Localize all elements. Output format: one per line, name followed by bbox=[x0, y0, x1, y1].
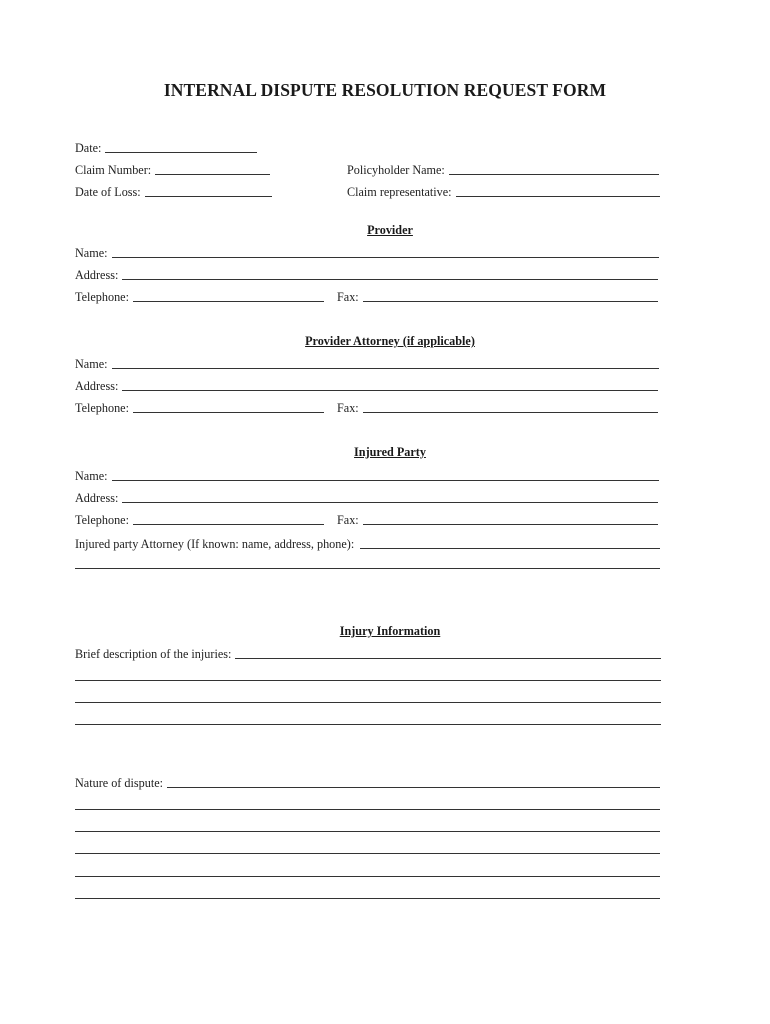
provider-attorney-name-field[interactable] bbox=[112, 368, 660, 369]
provider-fax-row bbox=[337, 288, 658, 304]
provider-attorney-heading: Provider Attorney (if applicable) bbox=[305, 334, 475, 348]
claim-representative-label: Claim representative: bbox=[347, 185, 452, 199]
nature-of-dispute-label: Nature of dispute: bbox=[75, 776, 163, 790]
claim-representative-row bbox=[347, 183, 660, 199]
injured-party-name-label: Name: bbox=[75, 469, 108, 483]
date-label: Date: bbox=[75, 141, 102, 155]
provider-attorney-address-field[interactable] bbox=[122, 390, 658, 391]
provider-attorney-name-row bbox=[75, 355, 659, 371]
provider-fax-label: Fax: bbox=[337, 290, 359, 304]
claim-representative-field[interactable] bbox=[456, 196, 660, 197]
injury-information-heading: Injury Information bbox=[339, 624, 441, 638]
nature-of-dispute-line-3[interactable] bbox=[75, 831, 660, 832]
injury-description-line-3[interactable] bbox=[75, 702, 661, 703]
policyholder-name-label: Policyholder Name: bbox=[347, 163, 445, 177]
injured-party-attorney-field[interactable] bbox=[360, 548, 660, 549]
injured-party-fax-label: Fax: bbox=[337, 513, 359, 527]
injured-party-telephone-label: Telephone: bbox=[75, 513, 129, 527]
provider-address-field[interactable] bbox=[122, 279, 658, 280]
injured-party-telephone-row bbox=[75, 511, 324, 527]
injury-description-line-2[interactable] bbox=[75, 680, 661, 681]
date-row bbox=[75, 139, 257, 155]
provider-attorney-fax-label: Fax: bbox=[337, 401, 359, 415]
injury-description-line-4[interactable] bbox=[75, 724, 661, 725]
injured-party-attorney-row bbox=[75, 535, 660, 551]
nature-of-dispute-field[interactable] bbox=[167, 787, 660, 788]
nature-of-dispute-line-6[interactable] bbox=[75, 898, 660, 899]
injury-description-field[interactable] bbox=[235, 658, 661, 659]
nature-of-dispute-line-5[interactable] bbox=[75, 876, 660, 877]
provider-name-label: Name: bbox=[75, 246, 108, 260]
date-of-loss-label: Date of Loss: bbox=[75, 185, 141, 199]
nature-of-dispute-row bbox=[75, 774, 660, 790]
provider-name-row bbox=[75, 244, 659, 260]
injured-party-address-label: Address: bbox=[75, 491, 119, 505]
provider-attorney-address-row bbox=[75, 377, 658, 393]
injured-party-name-row bbox=[75, 467, 659, 483]
provider-attorney-telephone-field[interactable] bbox=[133, 412, 324, 413]
injury-description-row bbox=[75, 645, 661, 661]
provider-address-label: Address: bbox=[75, 268, 119, 282]
policyholder-name-field[interactable] bbox=[449, 174, 659, 175]
injured-party-fax-field[interactable] bbox=[363, 524, 658, 525]
provider-attorney-telephone-label: Telephone: bbox=[75, 401, 129, 415]
policyholder-name-row bbox=[347, 161, 659, 177]
injured-party-name-field[interactable] bbox=[112, 480, 660, 481]
provider-fax-field[interactable] bbox=[363, 301, 658, 302]
nature-of-dispute-line-4[interactable] bbox=[75, 853, 660, 854]
provider-telephone-row bbox=[75, 288, 324, 304]
injured-party-telephone-field[interactable] bbox=[133, 524, 324, 525]
provider-attorney-fax-field[interactable] bbox=[363, 412, 658, 413]
date-of-loss-field[interactable] bbox=[145, 196, 272, 197]
date-of-loss-row bbox=[75, 183, 272, 199]
provider-attorney-fax-row bbox=[337, 399, 658, 415]
provider-attorney-name-label: Name: bbox=[75, 357, 108, 371]
claim-number-label: Claim Number: bbox=[75, 163, 152, 177]
injury-description-label: Brief description of the injuries: bbox=[75, 647, 232, 661]
injured-party-heading: Injured Party bbox=[354, 445, 426, 459]
injured-party-address-field[interactable] bbox=[122, 502, 658, 503]
date-field[interactable] bbox=[105, 152, 257, 153]
claim-number-field[interactable] bbox=[155, 174, 270, 175]
injured-party-attorney-label: Injured party Attorney (If known: name, address, phone): bbox=[75, 537, 355, 551]
provider-attorney-address-label: Address: bbox=[75, 379, 119, 393]
provider-heading: Provider bbox=[367, 223, 413, 237]
provider-address-row bbox=[75, 266, 658, 282]
injured-party-attorney-extra-line[interactable] bbox=[75, 568, 660, 569]
provider-name-field[interactable] bbox=[112, 257, 660, 258]
provider-attorney-telephone-row bbox=[75, 399, 324, 415]
injured-party-address-row bbox=[75, 489, 658, 505]
provider-telephone-label: Telephone: bbox=[75, 290, 129, 304]
injured-party-fax-row bbox=[337, 511, 658, 527]
provider-telephone-field[interactable] bbox=[133, 301, 324, 302]
form-title: INTERNAL DISPUTE RESOLUTION REQUEST FORM bbox=[163, 80, 607, 100]
nature-of-dispute-line-2[interactable] bbox=[75, 809, 660, 810]
claim-number-row bbox=[75, 161, 270, 177]
